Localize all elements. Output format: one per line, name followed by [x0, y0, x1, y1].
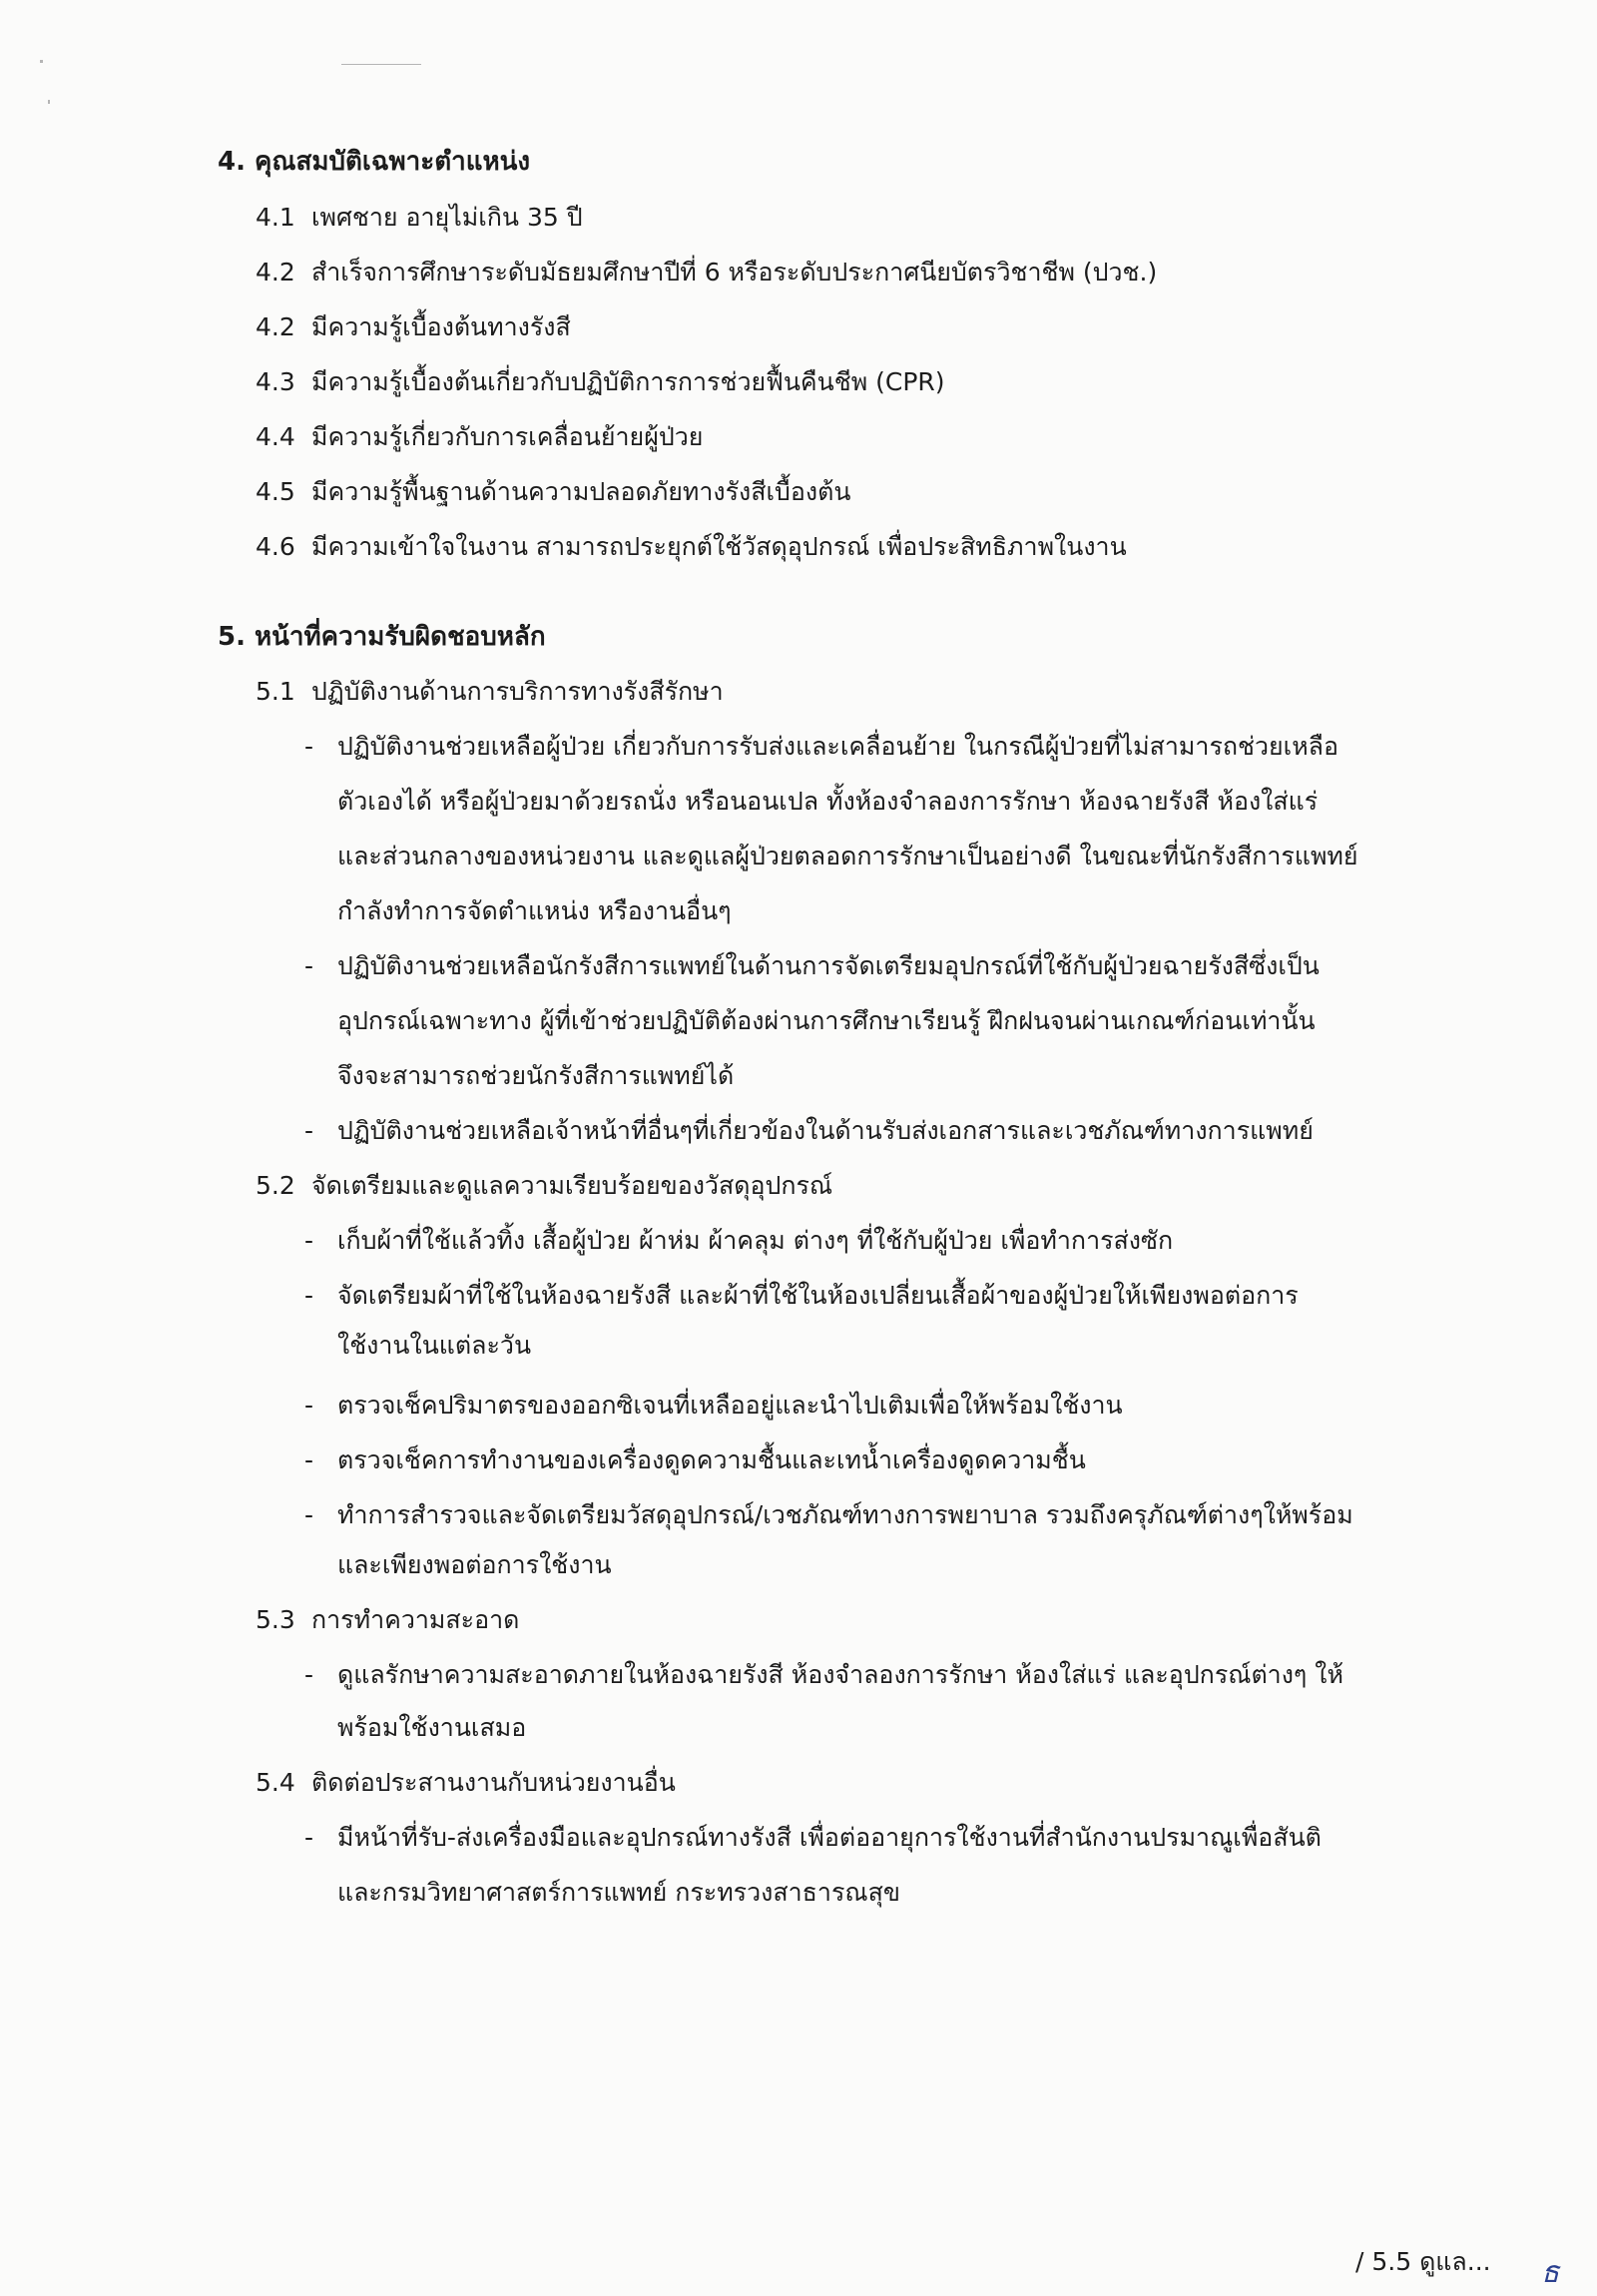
- bullet-line: และส่วนกลางของหน่วยงาน และดูแลผู้ป่วยตลอดการรักษาเป็นอย่างดี ในขณะที่นักรังสีการแพทย์: [337, 842, 1358, 870]
- bullet-line: ทำการสำรวจและจัดเตรียมวัสดุอุปกรณ์/เวชภัณฑ์ทางการพยาบาล รวมถึงครุภัณฑ์ต่างๆให้พร้อม: [337, 1500, 1353, 1529]
- scan-speck: [341, 64, 421, 65]
- bullet-line: ตรวจเช็คปริมาตรของออกซิเจนที่เหลืออยู่และนำไปเติมเพื่อให้พร้อมใช้งาน: [337, 1391, 1123, 1420]
- qualification-item: 4.6 มีความเข้าใจในงาน สามารถประยุกต์ใช้วัสดุอุปกรณ์ เพื่อประสิทธิภาพในงาน: [256, 532, 1127, 561]
- bullet-line: และเพียงพอต่อการใช้งาน: [337, 1550, 612, 1579]
- bullet-line: ตรวจเช็คการทำงานของเครื่องดูดความชื้นและเทน้ำเครื่องดูดความชื้น: [337, 1445, 1086, 1474]
- bullet-dash: -: [304, 1391, 314, 1420]
- section-4-title: 4. คุณสมบัติเฉพาะตำแหน่ง: [218, 147, 531, 177]
- qualification-item: 4.4 มีความรู้เกี่ยวกับการเคลื่อนย้ายผู้ป่วย: [256, 422, 704, 451]
- subsection-5-2-heading: 5.2 จัดเตรียมและดูแลความเรียบร้อยของวัสดุอุปกรณ์: [256, 1171, 833, 1200]
- bullet-line: ปฏิบัติงานช่วยเหลือนักรังสีการแพทย์ในด้านการจัดเตรียมอุปกรณ์ที่ใช้กับผู้ป่วยฉายรังสีซึ่งเป็น: [337, 951, 1320, 980]
- qualification-item: 4.5 มีความรู้พื้นฐานด้านความปลอดภัยทางรังสีเบื้องต้น: [256, 477, 851, 506]
- bullet-line: จึงจะสามารถช่วยนักรังสีการแพทย์ได้: [337, 1061, 735, 1090]
- bullet-line: ตัวเองได้ หรือผู้ป่วยมาด้วยรถนั่ง หรือนอนเปล ทั้งห้องจำลองการรักษา ห้องฉายรังสี ห้องใส่แร่: [337, 787, 1319, 816]
- qualification-item: 4.3 มีความรู้เบื้องต้นเกี่ยวกับปฏิบัติการการช่วยฟื้นคืนชีพ (CPR): [256, 367, 945, 396]
- bullet-line: ดูแลรักษาความสะอาดภายในห้องฉายรังสี ห้องจำลองการรักษา ห้องใส่แร่ และอุปกรณ์ต่างๆ ให้: [337, 1660, 1343, 1689]
- bullet-dash: -: [304, 1660, 314, 1689]
- bullet-line: ปฏิบัติงานช่วยเหลือเจ้าหน้าที่อื่นๆที่เกี่ยวข้องในด้านรับส่งเอกสารและเวชภัณฑ์ทางการแพทย์: [337, 1116, 1314, 1145]
- bullet-dash: -: [304, 1500, 314, 1529]
- bullet-dash: -: [304, 1226, 314, 1255]
- subsection-5-1-heading: 5.1 ปฏิบัติงานด้านการบริการทางรังสีรักษา: [256, 677, 724, 706]
- bullet-line: ใช้งานในแต่ละวัน: [337, 1331, 532, 1360]
- bullet-line: มีหน้าที่รับ-ส่งเครื่องมือและอุปกรณ์ทางรังสี เพื่อต่ออายุการใช้งานที่สำนักงานปรมาณูเพื่อสันติ: [337, 1823, 1322, 1852]
- bullet-line: จัดเตรียมผ้าที่ใช้ในห้องฉายรังสี และผ้าที่ใช้ในห้องเปลี่ยนเสื้อผ้าของผู้ป่วยให้เพียงพอต่อการ: [337, 1281, 1299, 1310]
- subsection-5-4-heading: 5.4 ติดต่อประสานงานกับหน่วยงานอื่น: [256, 1768, 676, 1797]
- bullet-line: กำลังทำการจัดตำแหน่ง หรืองานอื่นๆ: [337, 896, 732, 925]
- bullet-line: อุปกรณ์เฉพาะทาง ผู้ที่เข้าช่วยปฏิบัติต้องผ่านการศึกษาเรียนรู้ ฝึกฝนจนผ่านเกณฑ์ก่อนเท่านั้น: [337, 1006, 1316, 1035]
- bullet-dash: -: [304, 1445, 314, 1474]
- bullet-line: ปฏิบัติงานช่วยเหลือผู้ป่วย เกี่ยวกับการรับส่งและเคลื่อนย้าย ในกรณีผู้ป่วยที่ไม่สามารถช่วยเหลือ: [337, 732, 1339, 761]
- bullet-dash: -: [304, 1823, 314, 1852]
- bullet-dash: -: [304, 1116, 314, 1145]
- scan-speck: [48, 100, 50, 104]
- continuation-note: / 5.5 ดูแล...: [1355, 2247, 1491, 2276]
- subsection-5-3-heading: 5.3 การทำความสะอาด: [256, 1605, 520, 1634]
- bullet-dash: -: [304, 951, 314, 980]
- scan-speck: [40, 60, 43, 63]
- qualification-item: 4.2 มีความรู้เบื้องต้นทางรังสี: [256, 312, 571, 341]
- qualification-item: 4.1 เพศชาย อายุไม่เกิน 35 ปี: [256, 203, 583, 232]
- qualification-item: 4.2 สำเร็จการศึกษาระดับมัธยมศึกษาปีที่ 6 หรือระดับประกาศนียบัตรวิชาชีพ (ปวช.): [256, 258, 1158, 287]
- bullet-line: เก็บผ้าที่ใช้แล้วทิ้ง เสื้อผู้ป่วย ผ้าห่ม ผ้าคลุม ต่างๆ ที่ใช้กับผู้ป่วย เพื่อทำการส่งซัก: [337, 1226, 1174, 1255]
- bullet-line: พร้อมใช้งานเสมอ: [337, 1713, 527, 1742]
- bullet-line: และกรมวิทยาศาสตร์การแพทย์ กระทรวงสาธารณสุข: [337, 1878, 900, 1907]
- bullet-dash: -: [304, 732, 314, 761]
- handwritten-initials: ธ: [1541, 2255, 1560, 2290]
- section-5-title: 5. หน้าที่ความรับผิดชอบหลัก: [218, 622, 546, 652]
- bullet-dash: -: [304, 1281, 314, 1310]
